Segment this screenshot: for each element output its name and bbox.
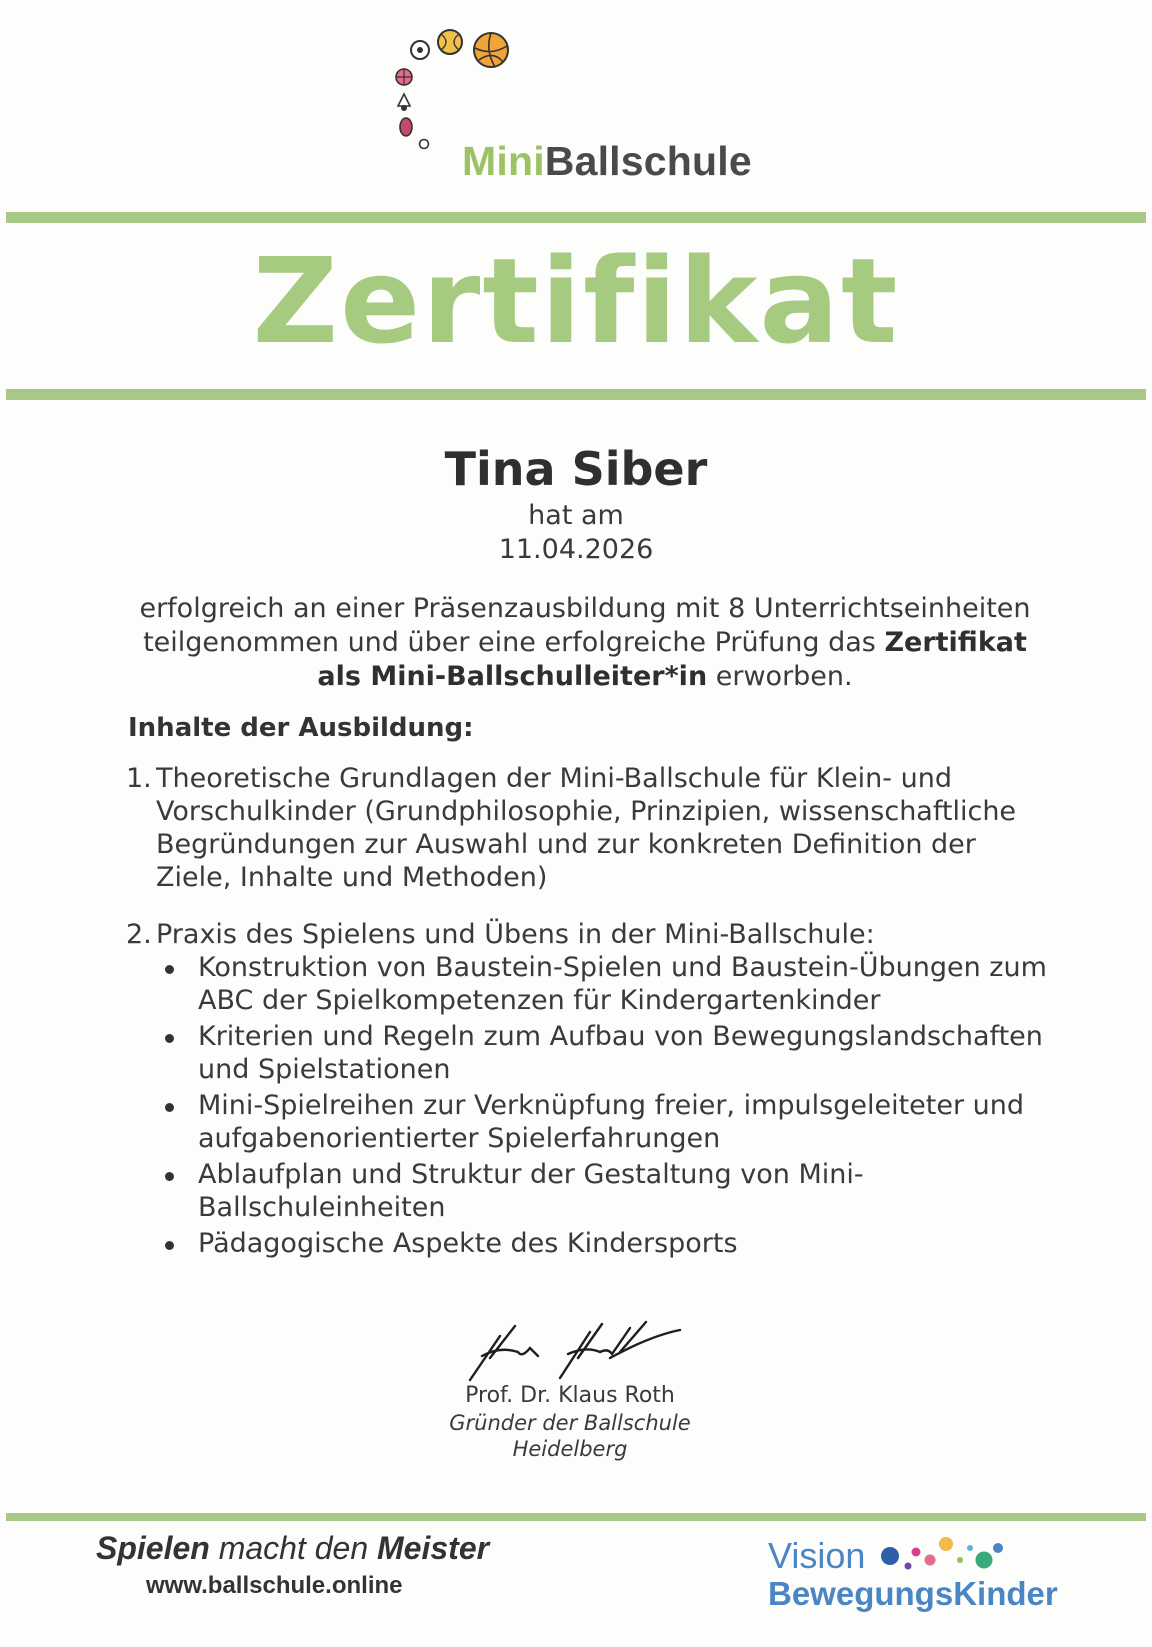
contents-list [126, 762, 1056, 1260]
bullet-item: Konstruktion von Baustein-Spielen und Baustein-Übungen zum ABC der Spielkompetenzen für Kindergartenkinder [156, 951, 1056, 1017]
bullet-list [156, 951, 1056, 1260]
list-item [126, 762, 1056, 894]
contents-heading: Inhalte der Ausbildung: [128, 713, 474, 743]
recipient-phrase: hat am [528, 500, 624, 531]
intro-text-1: erfolgreich an einer Präsenzausbildung mit 8 Unterrichtseinheiten teilgenommen und über eine erfolgreiche Prüfung das [139, 593, 1031, 658]
colored-dots-icon [880, 1530, 1060, 1574]
bullet-item: Pädagogische Aspekte des Kindersports [156, 1227, 1056, 1260]
certificate-date: 11.04.2026 [498, 534, 654, 565]
item-number: 2. [126, 919, 152, 950]
top-green-band [6, 212, 1146, 223]
logo-prefix: Mini [462, 138, 545, 184]
signer-role: Gründer der Ballschule [449, 1411, 691, 1435]
intro-bold-text: Zertifikat als Mini-Ballschulleiter*in [317, 627, 1027, 692]
item-text: Praxis des Spielens und Übens in der Mini-Ballschule: [156, 919, 875, 950]
bullet-item: Kriterien und Regeln zum Aufbau von Bewegungslandschaften und Spielstationen [156, 1020, 1056, 1086]
bullet-item: Mini-Spielreihen zur Verknüpfung freier, impulsgeleiteter und aufgabenorientierter Spielerfahrungen [156, 1089, 1056, 1155]
slogan-word-1: Spielen [96, 1530, 210, 1566]
logo-wordmark [462, 138, 752, 185]
item-text: Theoretische Grundlagen der Mini-Ballschule für Klein- und Vorschulkinder (Grundphilosophie, Prinzipien, wissenschaftliche Begründungen zur Auswahl und zur konkreten Definition der Ziele, Inhalte und Methoden) [156, 763, 1017, 893]
signer-name: Prof. Dr. Klaus Roth [465, 1383, 675, 1408]
footer-slogan [96, 1530, 489, 1567]
recipient-name: Tina Siber [444, 442, 708, 496]
bottom-green-band [6, 1513, 1146, 1521]
slogan-middle: macht den [209, 1530, 378, 1566]
intro-paragraph [120, 592, 1050, 694]
logo-suffix: Ballschule [544, 138, 752, 184]
mini-ballschule-logo [395, 20, 755, 190]
footer-url: www.ballschule.online [146, 1572, 403, 1599]
certificate-title: Zertifikat [252, 232, 900, 370]
partner-logo-line2: BewegungsKinder [768, 1575, 1058, 1612]
handwritten-signature [460, 1318, 690, 1388]
signer-city: Heidelberg [512, 1437, 628, 1461]
item-number: 1. [126, 763, 152, 794]
bullet-item: Ablaufplan und Struktur der Gestaltung von Mini-Ballschuleinheiten [156, 1158, 1056, 1224]
slogan-word-2: Meister [377, 1530, 490, 1566]
list-item [126, 918, 1056, 1260]
intro-text-2: erworben. [707, 661, 853, 692]
partner-logo-line1: Vision [768, 1535, 866, 1576]
middle-green-band [6, 389, 1146, 400]
